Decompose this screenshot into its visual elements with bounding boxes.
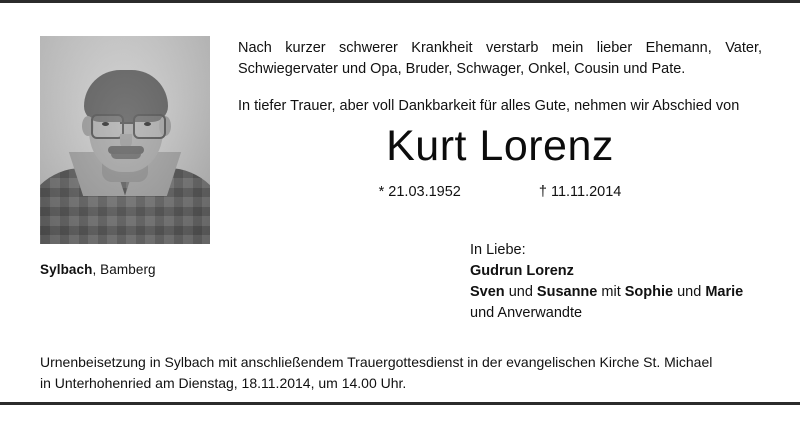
intro-line-2: Schwiegervater und Opa, Bruder, Schwager, Onkel, Cousin und Pate. [238, 61, 686, 77]
funeral-line-2: in Unterhohenried am Dienstag, 18.11.2014, um 14.00 Uhr. [40, 375, 407, 391]
place-line [40, 262, 156, 277]
intro-line-1: Nach kurzer schwerer Krankheit verstarb mein lieber Ehemann, Vater, [238, 40, 762, 56]
mourners-heading: In Liebe: [470, 242, 526, 258]
mourner-sven: Sven [470, 284, 505, 300]
death-date: † 11.11.2014 [538, 184, 622, 200]
mourner-susanne: Susanne [536, 284, 598, 300]
conjunction-2: und [673, 284, 706, 300]
funeral-details [40, 352, 764, 394]
preposition-mit: mit [597, 284, 625, 300]
portrait-photo [40, 36, 210, 244]
mourner-primary-name: Gudrun Lorenz [470, 263, 574, 279]
place-town: Sylbach [40, 262, 93, 277]
deceased-name: Kurt Lorenz [386, 122, 614, 170]
bottom-rule [0, 402, 800, 405]
mourner-sophie: Sophie [624, 284, 674, 300]
mourners-block [470, 240, 770, 324]
mourner-relatives: und Anverwandte [470, 305, 583, 321]
intro-text [238, 38, 762, 117]
funeral-line-1: Urnenbeisetzung in Sylbach mit anschließendem Trauergottesdienst in der evangelischen Kirche St. Michael [40, 354, 713, 370]
mourner-marie: Marie [705, 284, 744, 300]
place-region: , Bamberg [92, 262, 156, 277]
life-dates [238, 184, 762, 200]
mourner-family [470, 282, 770, 303]
intro-paragraph-first [238, 38, 762, 80]
birth-date: * 21.03.1952 [378, 184, 461, 200]
intro-paragraph-second: In tiefer Trauer, aber voll Dankbarkeit für alles Gute, nehmen wir Abschied von [238, 98, 740, 114]
portrait-frame [40, 36, 210, 244]
conjunction-1: und [504, 284, 537, 300]
mourner-primary [470, 261, 770, 282]
portrait-vignette [40, 36, 210, 244]
top-rule [0, 0, 800, 3]
